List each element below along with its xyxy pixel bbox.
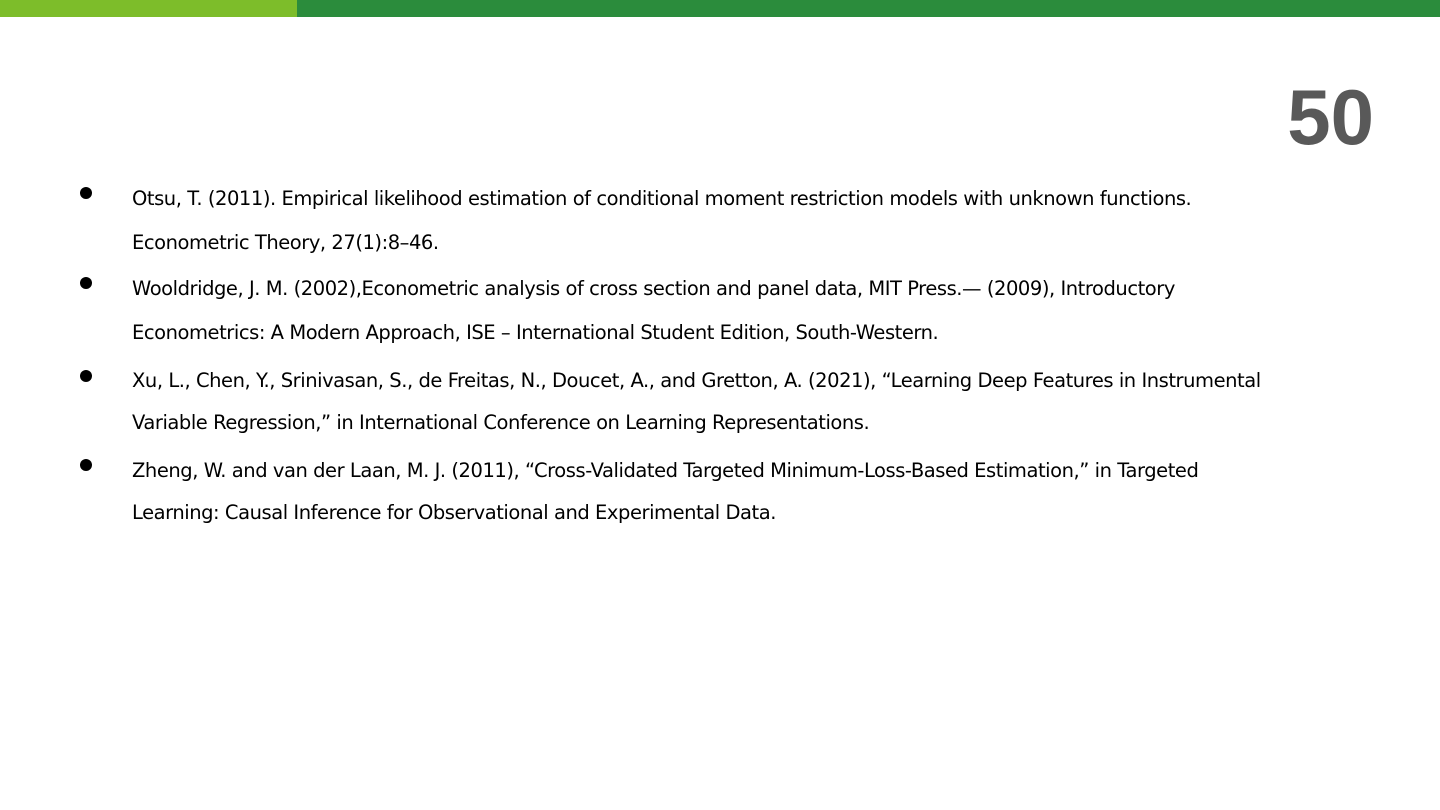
reference-line: Econometrics: A Modern Approach, ISE – International Student Edition, South-Western.	[132, 321, 939, 344]
reference-line: Wooldridge, J. M. (2002),Econometric analysis of cross section and panel data, MIT Press.— (2009), Introductory	[132, 277, 1175, 300]
reference-line: Variable Regression,” in International Conference on Learning Representations.	[132, 411, 870, 434]
reference-text	[132, 360, 1372, 444]
top-accent-bar	[0, 0, 1440, 17]
bullet-icon	[80, 370, 92, 382]
top-accent-bar-dark-segment	[297, 0, 1440, 17]
bullet-icon	[80, 459, 92, 471]
page-number: 50	[1287, 73, 1374, 161]
bullet-icon	[80, 277, 92, 289]
bullet-icon	[80, 187, 92, 199]
reference-line: Learning: Causal Inference for Observational and Experimental Data.	[132, 501, 776, 524]
top-accent-bar-light-segment	[0, 0, 297, 17]
reference-line: Xu, L., Chen, Y., Srinivasan, S., de Freitas, N., Doucet, A., and Gretton, A. (2021), “Learning Deep Features in Instrumental	[132, 369, 1261, 392]
reference-text	[132, 450, 1372, 534]
reference-text	[132, 267, 1372, 355]
reference-text	[132, 177, 1372, 265]
reference-line: Econometric Theory, 27(1):8–46.	[132, 231, 439, 254]
reference-line: Otsu, T. (2011). Empirical likelihood estimation of conditional moment restriction models with unknown functions.	[132, 187, 1192, 210]
reference-line: Zheng, W. and van der Laan, M. J. (2011), “Cross-Validated Targeted Minimum-Loss-Based Estimation,” in Targeted	[132, 459, 1199, 482]
